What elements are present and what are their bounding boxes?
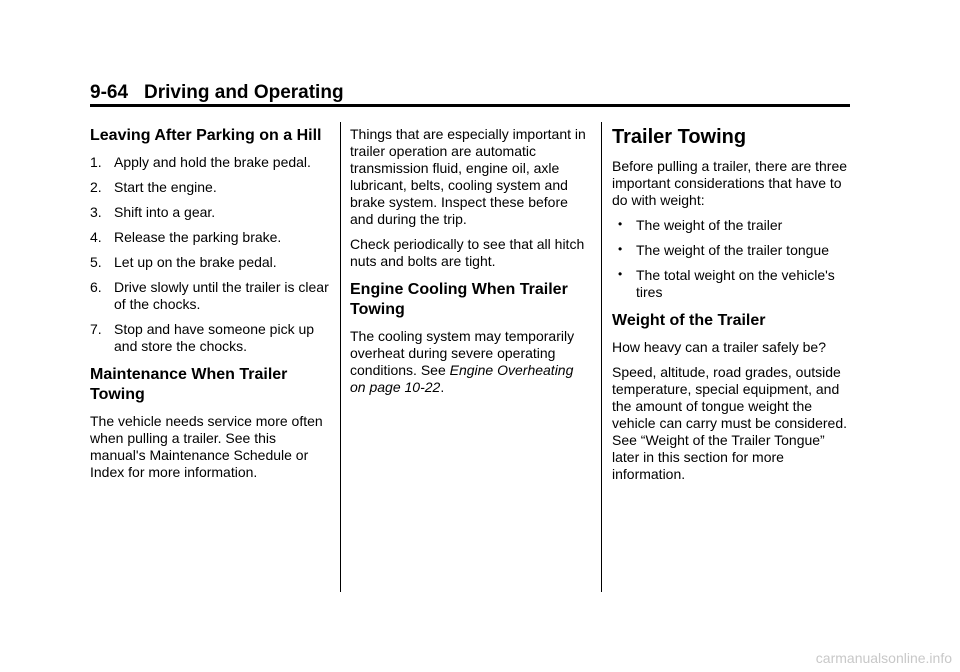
steps-list — [90, 154, 330, 355]
bullet-icon: • — [618, 267, 623, 281]
weight-factors-paragraph: Speed, altitude, road grades, outside temperature, special equipment, and the amount of tongue weight the vehicle can carry must be considered. See “Weight of the Trailer Tongue” later in this section for more information. — [612, 364, 847, 482]
page-number: 9-64 — [90, 82, 129, 103]
heading-weight-of-trailer: Weight of the Trailer — [612, 312, 766, 329]
list-item: • The weight of the trailer — [618, 217, 783, 233]
column-1 — [90, 126, 330, 489]
weight-bullet-list — [612, 217, 852, 301]
how-heavy-paragraph: How heavy can a trailer safely be? — [612, 339, 826, 355]
bullet-icon: • — [618, 242, 623, 256]
list-item: 6. Drive slowly until the trailer is clear of the chocks. — [90, 279, 329, 312]
important-items-paragraph: Things that are especially important in trailer operation are automatic transmission fluid, engine oil, axle lubricant, belts, cooling system and brake system. Inspect these before and during the trip. — [350, 126, 586, 227]
bullet-icon: • — [618, 217, 623, 231]
heading-maintenance-trailer-towing: Maintenance When Trailer Towing — [90, 366, 288, 403]
list-item: 2. Start the engine. — [90, 179, 217, 195]
hitch-check-paragraph: Check periodically to see that all hitch nuts and bolts are tight. — [350, 236, 585, 269]
column-3 — [612, 126, 852, 491]
page-header — [90, 82, 850, 104]
cooling-paragraph: The cooling system may temporarily overheat during severe operating conditions. See Engine Overheating on page 10-22. — [350, 328, 575, 395]
heading-leaving-after-parking: Leaving After Parking on a Hill — [90, 127, 322, 144]
column-divider-2 — [601, 122, 602, 592]
list-item: 5. Let up on the brake pedal. — [90, 254, 277, 270]
header-rule — [90, 104, 850, 107]
list-item: 7. Stop and have someone pick up and store the chocks. — [90, 321, 315, 354]
column-divider-1 — [340, 122, 341, 592]
cross-reference-link[interactable]: Engine Overheating on page 10-22 — [350, 362, 574, 395]
list-item: • The total weight on the vehicle's tires — [618, 267, 835, 300]
list-item: • The weight of the trailer tongue — [618, 242, 830, 258]
list-item: 4. Release the parking brake. — [90, 229, 282, 245]
watermark: carmanualsonline.info — [815, 650, 952, 666]
maintenance-paragraph: The vehicle needs service more often when pulling a trailer. See this manual's Maintenance Schedule or Index for more information. — [90, 413, 323, 480]
column-2 — [350, 126, 590, 404]
header-title-line — [90, 82, 850, 104]
heading-trailer-towing: Trailer Towing — [612, 126, 747, 148]
list-item: 1. Apply and hold the brake pedal. — [90, 154, 311, 170]
considerations-paragraph: Before pulling a trailer, there are three important considerations that have to do with weight: — [612, 158, 848, 208]
heading-engine-cooling: Engine Cooling When Trailer Towing — [350, 281, 568, 318]
chapter-title: Driving and Operating — [144, 82, 344, 103]
list-item: 3. Shift into a gear. — [90, 204, 216, 220]
